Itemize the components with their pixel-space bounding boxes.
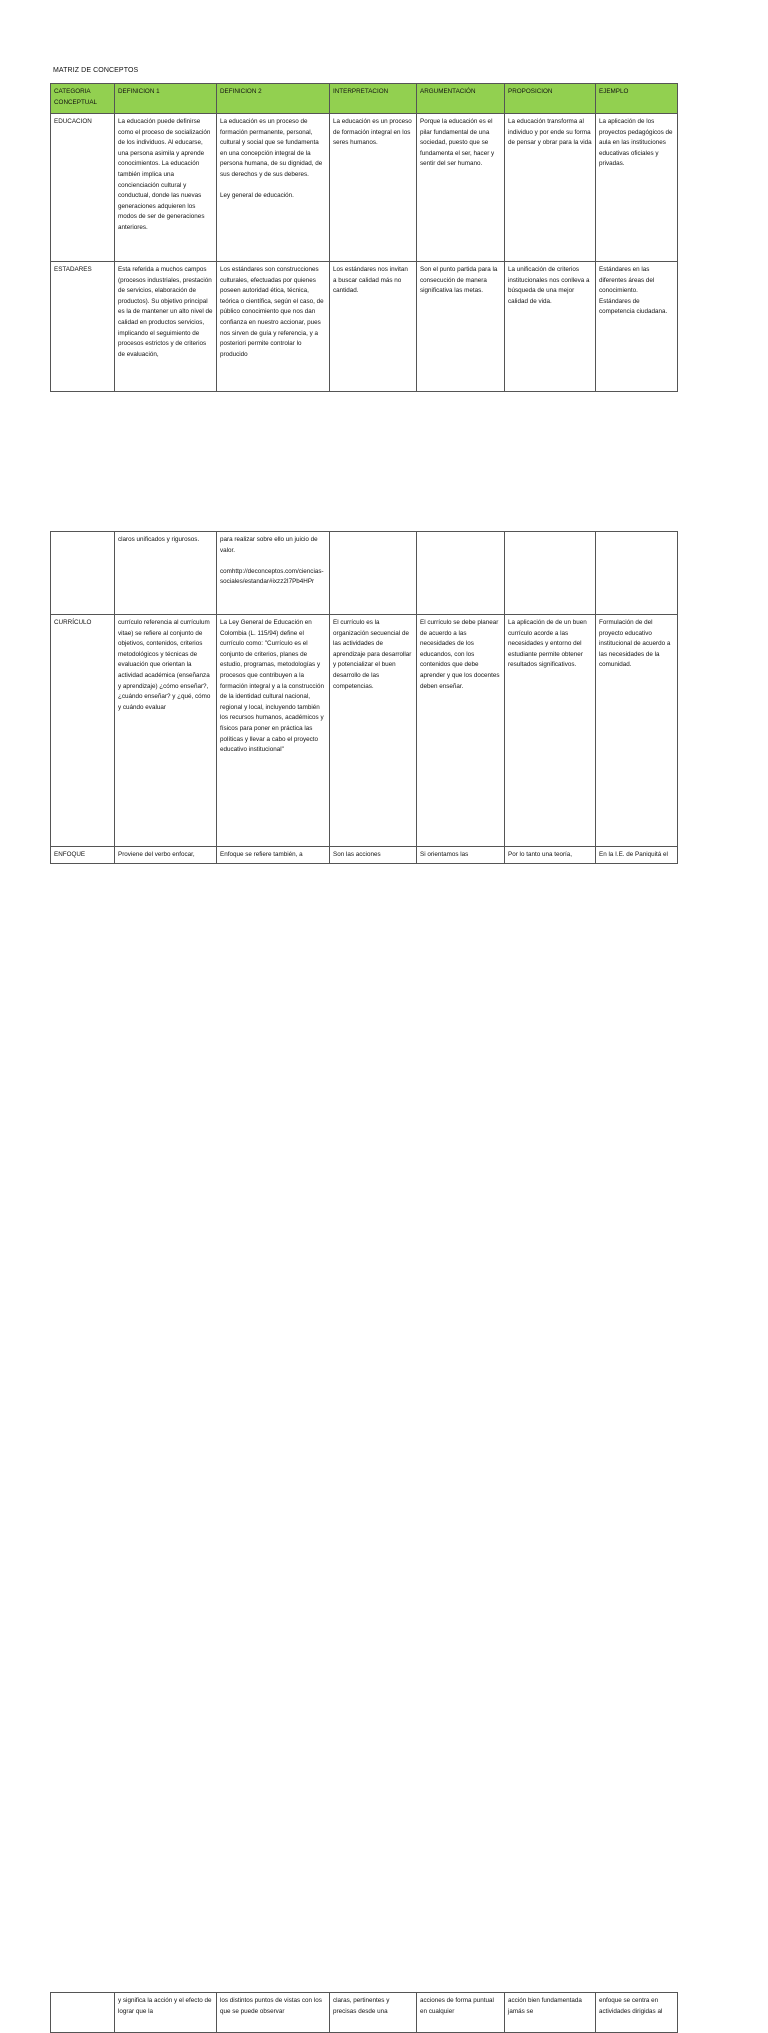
table-cell: para realizar sobre ello un juicio de valor. comhttp://deconceptos.com/ciencias-sociales/estandar#ixzz2I7Pb4HPr: [217, 532, 330, 615]
table-cell: La educación transforma al individuo y por ende su forma de pensar y obrar para la vida: [505, 114, 596, 262]
table-cell: [417, 532, 505, 615]
document-title: MATRIZ DE CONCEPTOS: [53, 67, 139, 74]
table-cell: En la I.E. de Paniquitá el: [596, 847, 678, 864]
header-cell: DEFINICION 2: [217, 84, 330, 114]
table-cell: Proviene del verbo enfocar,: [115, 847, 217, 864]
table-row: [51, 262, 678, 392]
table-cell: La unificación de criterios institucionales nos conlleva a búsqueda de una mejor calidad de vida.: [505, 262, 596, 392]
table-cell: La Ley General de Educación en Colombia (L. 115/94) define el currículo como: "Currículo es el conjunto de criterios, planes de estudio, programas, metodologías y procesos que contribuyen a la formación integral y a la construcción de la identidad cultural nacional, regional y local, incluyendo también los recursos humanos, académicos y físicos para poner en práctica las políticas y llevar a cabo el proyecto educativo institucional": [217, 615, 330, 847]
table-cell: La educación es un proceso de formación integral en los seres humanos.: [330, 114, 417, 262]
table-row: [51, 615, 678, 847]
header-cell: PROPOSICION: [505, 84, 596, 114]
table-cell: [505, 532, 596, 615]
table-cell: claras, pertinentes y precisas desde una: [330, 1993, 417, 2033]
table-cell: El currículo se debe planear de acuerdo a las necesidades de los educandos, con los contenidos que debe aprender y que los docentes deben enseñar.: [417, 615, 505, 847]
table-cell: y significa la acción y el efecto de lograr que la: [115, 1993, 217, 2033]
table-cell: acción bien fundamentada jamás se: [505, 1993, 596, 2033]
table-cell: Los estándares nos invitan a buscar calidad más no cantidad.: [330, 262, 417, 392]
table-cell: currículo referencia al currículum vitae) se refiere al conjunto de objetivos, contenidos, criterios metodológicos y técnicas de evaluación que orientan la actividad académica (enseñanza y aprendizaje) ¿cómo enseñar?, ¿cuándo enseñar? y ¿qué, cómo y cuándo evaluar: [115, 615, 217, 847]
table-cell: La aplicación de de un buen currículo acorde a las necesidades y entorno del estudiante permite obtener resultados significativos.: [505, 615, 596, 847]
table-cell: La educación puede definirse como el proceso de socialización de los individuos. Al educarse, una persona asimila y aprende conocimientos. La educación también implica una concienciación cultural y conductual, donde las nuevas generaciones adquieren los modos de ser de generaciones anteriores.: [115, 114, 217, 262]
table-cell: claros unificados y rigurosos.: [115, 532, 217, 615]
category-cell: EDUCACION: [51, 114, 115, 262]
table-cell: Esta referida a muchos campos (procesos industriales, prestación de servicios, elaboración de productos). Su objetivo principal es la de mantener un alto nivel de calidad en productos servicios, implicando el seguimiento de procesos estrictos y de criterios de evaluación,: [115, 262, 217, 392]
table-cell: El currículo es la organización secuencial de las actividades de aprendizaje para desarrollar y potencializar el buen desarrollo de las competencias.: [330, 615, 417, 847]
header-cell: INTERPRETACION: [330, 84, 417, 114]
table-cell: Formulación de del proyecto educativo institucional de acuerdo a las necesidades de la comunidad.: [596, 615, 678, 847]
table-cell: los distintos puntos de vistas con los que se puede observar: [217, 1993, 330, 2033]
header-cell: EJEMPLO: [596, 84, 678, 114]
category-cell: CURRÍCULO: [51, 615, 115, 847]
header-cell: CATEGORIA CONCEPTUAL: [51, 84, 115, 114]
table-cell: Los estándares son construcciones culturales, efectuadas por quienes poseen autoridad ética, técnica, teórica o científica, según el caso, de público conocimiento que nos dan confianza en nuestro accionar, pues nos sirven de guía y referencia, y a posteriori permite controlar lo producido: [217, 262, 330, 392]
table-cell: Estándares en las diferentes áreas del conocimiento. Estándares de competencia ciudadana.: [596, 262, 678, 392]
category-cell: ENFOQUE: [51, 847, 115, 864]
table-row: [51, 847, 678, 864]
category-cell: [51, 1993, 115, 2033]
concept-matrix-table-page-2: [50, 531, 678, 864]
table-cell: La educación es un proceso de formación permanente, personal, cultural y social que se fundamenta en una concepción integral de la persona humana, de su dignidad, de sus derechos y de sus deberes. Ley general de educación.: [217, 114, 330, 262]
table-cell: [596, 532, 678, 615]
header-cell: ARGUMENTACIÓN: [417, 84, 505, 114]
table-cell: enfoque se centra en actividades dirigidas al: [596, 1993, 678, 2033]
table-cell: [330, 532, 417, 615]
table-cell: Enfoque se refiere también, a: [217, 847, 330, 864]
table-header-row: [51, 84, 678, 114]
concept-matrix-table-page-1: [50, 83, 678, 392]
table-cell: Son las acciones: [330, 847, 417, 864]
concept-matrix-table-page-3: [50, 1992, 678, 2033]
table-cell: Son el punto partida para la consecución de manera significativa las metas.: [417, 262, 505, 392]
table-row: [51, 532, 678, 615]
page-3-table-clip: [0, 996, 768, 2015]
table-row: [51, 114, 678, 262]
table-cell: Por lo tanto una teoría,: [505, 847, 596, 864]
table-row: [51, 1993, 678, 2033]
table-cell: acciones de forma puntual en cualquier: [417, 1993, 505, 2033]
table-cell: Porque la educación es el pilar fundamental de una sociedad, puesto que se fundamenta el ser, hacer y sentir del ser humano.: [417, 114, 505, 262]
category-cell: ESTADARES: [51, 262, 115, 392]
table-cell: Si orientamos las: [417, 847, 505, 864]
header-cell: DEFINICION 1: [115, 84, 217, 114]
category-cell: [51, 532, 115, 615]
table-cell: La aplicación de los proyectos pedagógicos de aula en las instituciones educativas oficiales y privadas.: [596, 114, 678, 262]
